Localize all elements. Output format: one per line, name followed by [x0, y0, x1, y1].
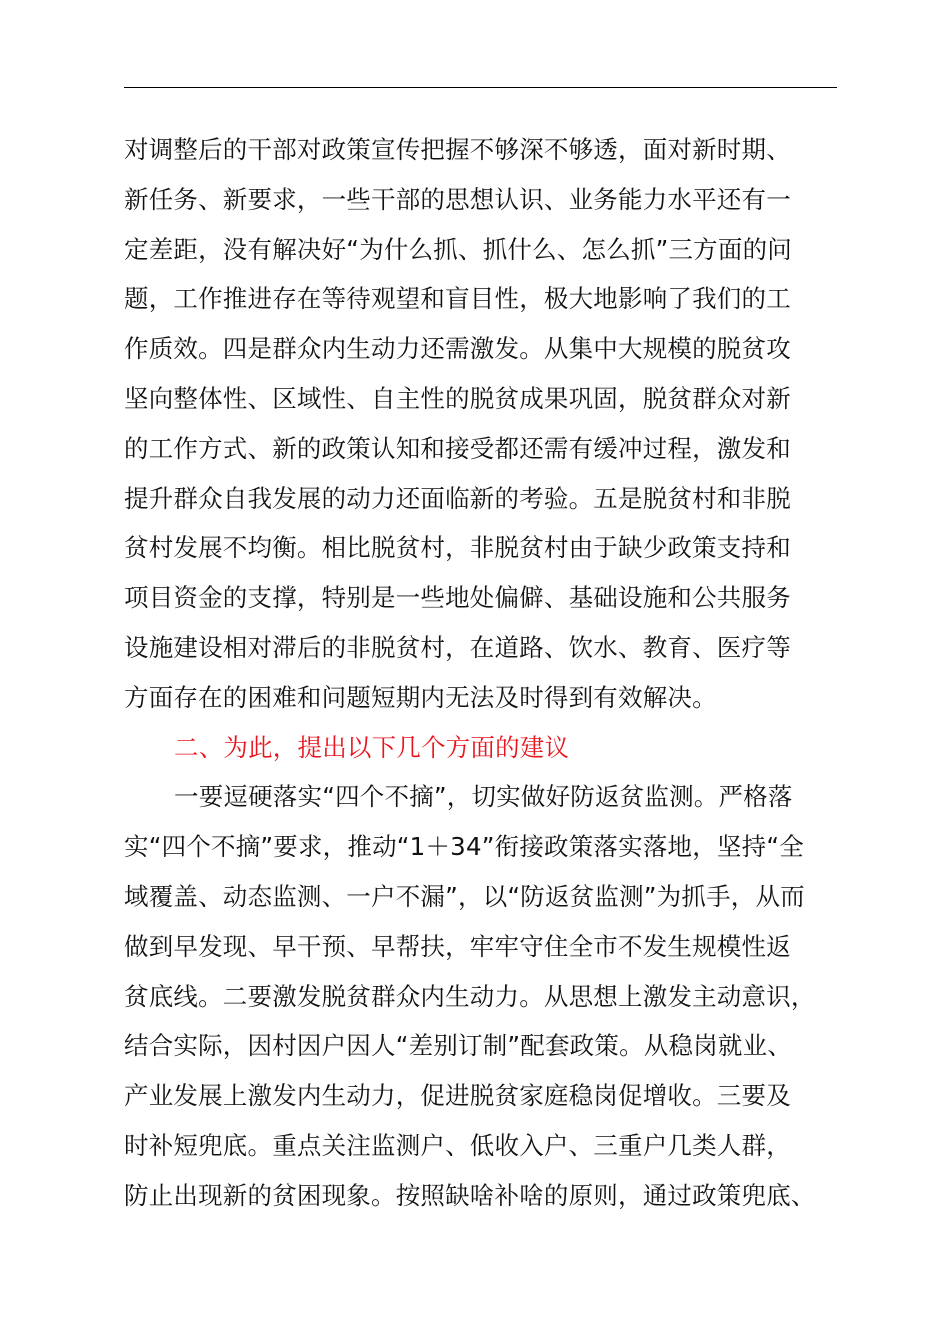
text-line: 一要逗硬落实“四个不摘”，切实做好防返贫监测。严格落 — [174, 782, 793, 812]
text-line: 提升群众自我发展的动力还面临新的考验。五是脱贫村和非脱 — [124, 483, 791, 513]
text-line: 时补短兜底。重点关注监测户、低收入户、三重户几类人群， — [124, 1130, 791, 1160]
text-line: 对调整后的干部对政策宣传把握不够深不够透，面对新时期、 — [124, 135, 791, 164]
text-line: 的工作方式、新的政策认知和接受都还需有缓冲过程，激发和 — [124, 433, 791, 463]
text-line: 贫底线。二要激发脱贫群众内生动力。从思想上激发主动意识， — [124, 981, 816, 1011]
paragraph-1 — [124, 125, 864, 723]
header-rule — [124, 87, 837, 88]
paragraph-2 — [124, 772, 864, 1220]
text-line: 产业发展上激发内生动力，促进脱贫家庭稳岗促增收。三要及 — [124, 1081, 791, 1111]
text-line: 做到早发现、早干预、早帮扶，牢牢守住全市不发生规模性返 — [124, 931, 791, 961]
text-line: 定差距，没有解决好“为什么抓、抓什么、怎么抓”三方面的问 — [124, 234, 792, 264]
text-line: 新任务、新要求，一些干部的思想认识、业务能力水平还有一 — [124, 184, 791, 214]
text-line: 设施建设相对滞后的非脱贫村，在道路、饮水、教育、医疗等 — [124, 632, 791, 662]
text-line: 坚向整体性、区域性、自主性的脱贫成果巩固，脱贫群众对新 — [124, 383, 791, 413]
text-line: 作质效。四是群众内生动力还需激发。从集中大规模的脱贫攻 — [124, 334, 791, 364]
text-line: 题，工作推进存在等待观望和盲目性，极大地影响了我们的工 — [124, 284, 791, 314]
text-line: 防止出现新的贫困现象。按照缺啥补啥的原则，通过政策兜底、 — [124, 1180, 816, 1210]
section-heading: 二、为此，提出以下几个方面的建议 — [174, 732, 570, 762]
text-line: 结合实际，因村因户因人“差别订制”配套政策。从稳岗就业、 — [124, 1031, 792, 1061]
text-line: 贫村发展不均衡。相比脱贫村，非脱贫村由于缺少政策支持和 — [124, 533, 791, 563]
text-line: 域覆盖、动态监测、一户不漏”，以“防返贫监测”为抓手，从而 — [124, 881, 805, 911]
text-line: 项目资金的支撑，特别是一些地处偏僻、基础设施和公共服务 — [124, 583, 791, 613]
text-line: 实“四个不摘”要求，推动“1＋34”衔接政策落实落地，坚持“全 — [124, 832, 804, 862]
document-body — [124, 125, 864, 1221]
text-line: 方面存在的困难和问题短期内无法及时得到有效解决。 — [124, 682, 717, 712]
